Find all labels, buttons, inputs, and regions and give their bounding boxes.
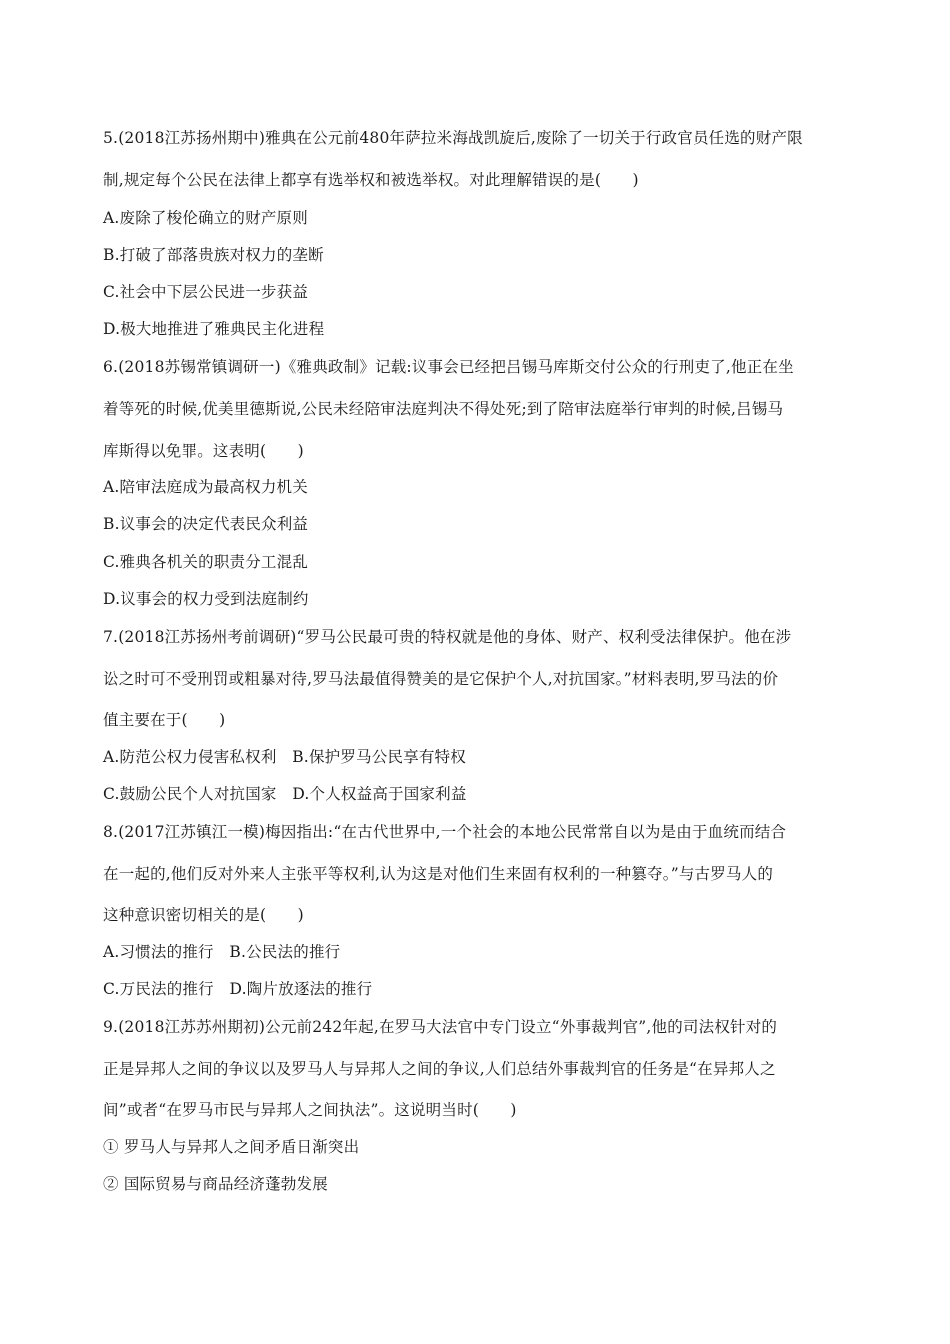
question-7-stem-line-2: 讼之时可不受刑罚或粗暴对待,罗马法最值得赞美的是它保护个人,对抗国家。”材料表明,罗马法的价 — [103, 670, 779, 688]
question-6-option-a: A.陪审法庭成为最高权力机关 — [103, 478, 308, 496]
question-5-option-c: C.社会中下层公民进一步获益 — [103, 283, 309, 301]
question-6-option-b: B.议事会的决定代表民众利益 — [103, 515, 309, 533]
question-9-statement-1: ① 罗马人与异邦人之间矛盾日渐突出 — [103, 1138, 360, 1156]
question-7-options-ab: A.防范公权力侵害私权利 B.保护罗马公民享有特权 — [103, 748, 466, 766]
question-6-stem-line-1: 6.(2018苏锡常镇调研一)《雅典政制》记载:议事会已经把吕锡马库斯交付公众的行刑吏了,他正在坐 — [103, 358, 794, 376]
question-6-stem-line-2: 着等死的时候,优美里德斯说,公民未经陪审法庭判决不得处死;到了陪审法庭举行审判的时候,吕锡马 — [103, 400, 784, 418]
question-9-stem-line-3: 间”或者“在罗马市民与异邦人之间执法”。这说明当时( ) — [103, 1101, 517, 1119]
question-5-stem-line-1: 5.(2018江苏扬州期中)雅典在公元前480年萨拉米海战凯旋后,废除了一切关于行政官员任选的财产限 — [103, 129, 803, 147]
question-5-option-d: D.极大地推进了雅典民主化进程 — [103, 320, 325, 338]
question-5-option-b: B.打破了部落贵族对权力的垄断 — [103, 246, 324, 264]
question-6-option-d: D.议事会的权力受到法庭制约 — [103, 590, 309, 608]
question-9-stem-line-1: 9.(2018江苏苏州期初)公元前242年起,在罗马大法官中专门设立“外事裁判官”,他的司法权针对的 — [103, 1018, 778, 1036]
question-9-stem-line-2: 正是异邦人之间的争议以及罗马人与异邦人之间的争议,人们总结外事裁判官的任务是“在异邦人之 — [103, 1060, 776, 1078]
question-8-stem-line-1: 8.(2017江苏镇江一模)梅因指出:“在古代世界中,一个社会的本地公民常常自以为是由于血统而结合 — [103, 823, 787, 841]
question-9-statement-2: ② 国际贸易与商品经济蓬勃发展 — [103, 1175, 328, 1193]
question-7-stem-line-3: 值主要在于( ) — [103, 711, 226, 729]
question-7-options-cd: C.鼓励公民个人对抗国家 D.个人权益高于国家利益 — [103, 785, 467, 803]
question-6-option-c: C.雅典各机关的职责分工混乱 — [103, 553, 309, 571]
question-5-stem-line-2: 制,规定每个公民在法律上都享有选举权和被选举权。对此理解错误的是( ) — [103, 171, 639, 189]
question-7-stem-line-1: 7.(2018江苏扬州考前调研)“罗马公民最可贵的特权就是他的身体、财产、权利受法律保护。他在涉 — [103, 628, 792, 646]
question-5-option-a: A.废除了梭伦确立的财产原则 — [103, 209, 308, 227]
question-8-options-cd: C.万民法的推行 D.陶片放逐法的推行 — [103, 980, 373, 998]
question-8-options-ab: A.习惯法的推行 B.公民法的推行 — [103, 943, 341, 961]
question-8-stem-line-3: 这种意识密切相关的是( ) — [103, 906, 304, 924]
question-6-stem-line-3: 库斯得以免罪。这表明( ) — [103, 442, 304, 460]
question-8-stem-line-2: 在一起的,他们反对外来人主张平等权利,认为这是对他们生来固有权利的一种篡夺。”与古罗马人的 — [103, 865, 774, 883]
